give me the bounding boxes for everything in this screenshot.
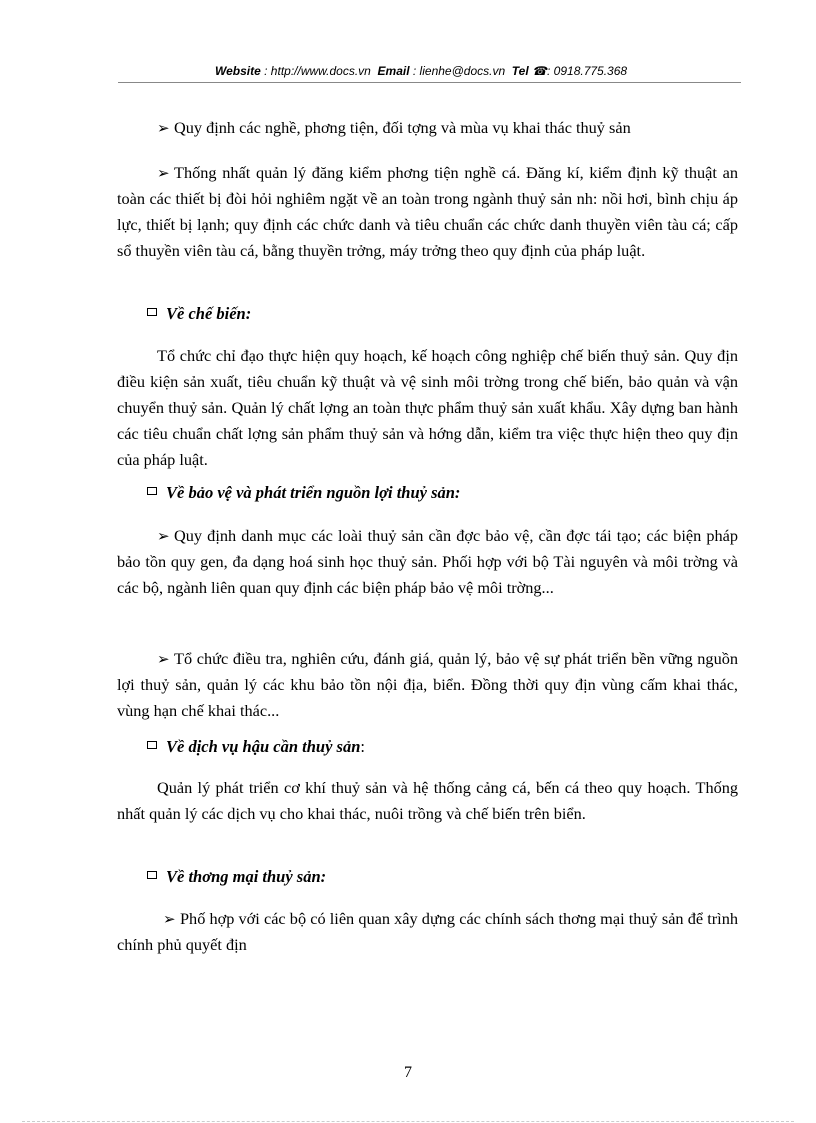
website-label: Website [215,64,261,78]
arrow-bullet-icon: ➢ [157,119,170,137]
box-bullet-icon [147,871,157,879]
paragraph-5-text: Tổ chức điều tra, nghiên cứu, đánh giá, quản lý, bảo vệ sự phát triển bền vững nguồn lợi thuỷ sản, quản lý các khu bảo tồn nội địa, biển. Đồng thời quy địn vùng cấm khai thác, vùng hạn chế khai thác... [117,649,738,720]
heading-dich-vu-hau-can-text: Về dịch vụ hậu cần thuỷ sản [166,737,361,756]
paragraph-7-text: Phố hợp với các bộ có liên quan xây dựng các chính sách thơng mại thuỷ sản để trình chính phủ quyết địn [117,909,738,954]
heading-che-bien [147,304,251,324]
website-url: : http://www.docs.vn [264,64,371,78]
paragraph-1 [117,115,738,141]
arrow-bullet-icon: ➢ [157,527,170,545]
phone-icon: ☎ [532,64,547,78]
box-bullet-icon [147,487,157,495]
page-bottom-divider [22,1121,794,1122]
page-number: 7 [404,1064,412,1081]
heading-bao-ve-nguon-loi-text: Về bảo vệ và phát triển nguồn lợi thuỷ sản: [166,483,461,502]
heading-che-bien-text: Về chế biến: [166,304,252,323]
header-divider [118,82,741,83]
paragraph-1-text: Quy định các nghề, phơng tiện, đối tợng và mùa vụ khai thác thuỷ sản [174,118,631,137]
arrow-bullet-icon: ➢ [163,910,176,928]
paragraph-5 [117,646,738,724]
heading-thuong-mai-text: Về thơng mại thuỷ sản: [166,867,327,886]
page-header [215,64,627,78]
arrow-bullet-icon: ➢ [157,164,170,182]
heading-dich-vu-hau-can [147,737,365,757]
paragraph-3 [117,343,738,473]
heading-colon: : [360,737,365,756]
box-bullet-icon [147,741,157,749]
email-address: : lienhe@docs.vn [412,64,506,78]
paragraph-4 [117,523,738,601]
heading-thuong-mai [147,867,326,887]
tel-number: : 0918.775.368 [547,64,628,78]
paragraph-2 [117,160,738,264]
email-label: Email [377,64,410,78]
paragraph-2-text: Thống nhất quản lý đăng kiểm phơng tiện nghề cá. Đăng kí, kiểm định kỹ thuật an toàn các thiết bị đòi hỏi nghiêm ngặt về an toàn trong ngành thuỷ sản nh: nồi hơi, bình chịu áp lực, thiết bị lạnh; quy định các chức danh và tiêu chuẩn các chức danh thuyền viên tàu cá; cấp sổ thuyền viên tàu cá, bằng thuyền trởng, máy trởng theo quy định của pháp luật. [117,163,738,260]
heading-bao-ve-nguon-loi [147,483,460,503]
tel-label: Tel [511,64,529,78]
paragraph-3-text: Tổ chức chỉ đạo thực hiện quy hoạch, kế hoạch công nghiệp chế biến thuỷ sản. Quy địn điều kiện sản xuất, tiêu chuẩn kỹ thuật và vệ sinh môi trờng trong chế biến, bảo quản và vận chuyển thuỷ sản. Quản lý chất lợng an toàn thực phẩm thuỷ sản xuất khẩu. Xây dựng ban hành các tiêu chuẩn chất lợng sản phẩm thuỷ sản và hớng dẫn, kiểm tra việc thực hiện theo quy địn của pháp luật. [117,346,738,469]
box-bullet-icon [147,308,157,316]
paragraph-4-text: Quy định danh mục các loài thuỷ sản cần đợc bảo vệ, cần đợc tái tạo; các biện pháp bảo tồn quy gen, đa dạng hoá sinh học thuỷ sản. Phối hợp với bộ Tài nguyên và môi trờng và các bộ, ngành liên quan quy định các biện pháp bảo vệ môi trờng... [117,526,738,597]
paragraph-7 [117,906,738,958]
paragraph-6 [117,775,738,827]
paragraph-6-text: Quản lý phát triển cơ khí thuỷ sản và hệ thống cảng cá, bến cá theo quy hoạch. Thống nhất quản lý các dịch vụ cho khai thác, nuôi trồng và chế biến trên biển. [117,778,738,823]
arrow-bullet-icon: ➢ [157,650,170,668]
